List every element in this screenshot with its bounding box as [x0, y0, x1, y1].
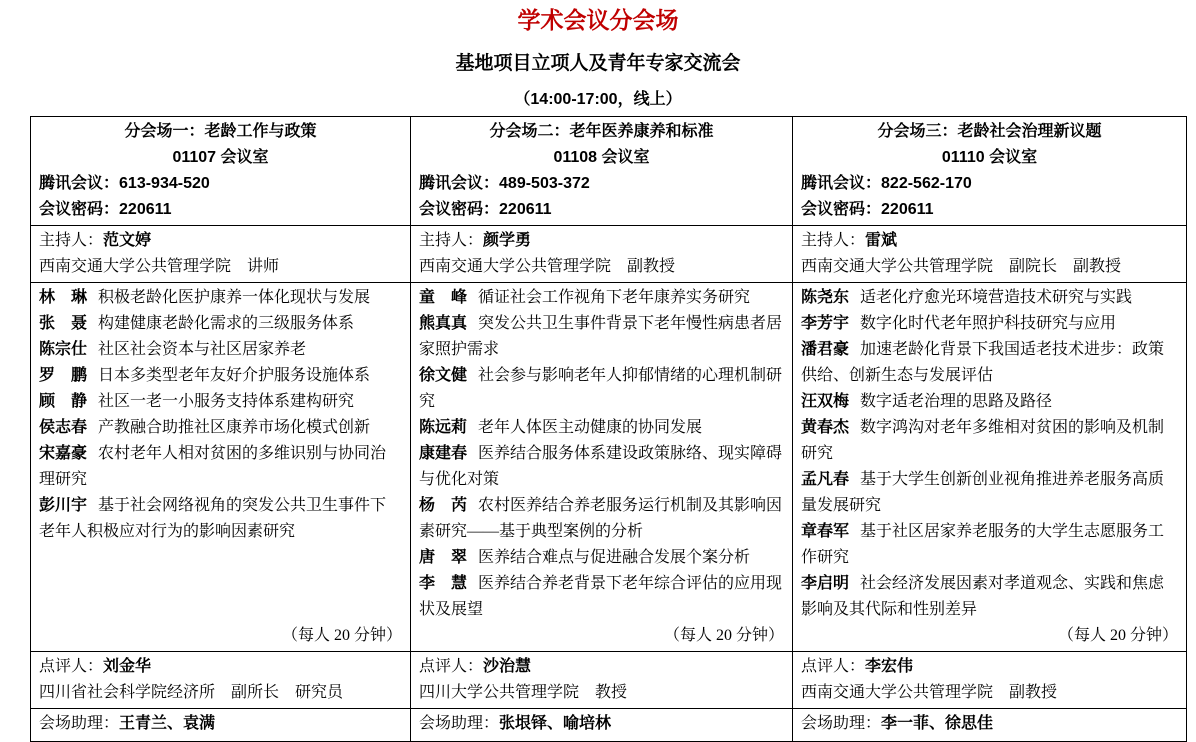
- speaker-name: 黄春杰: [801, 419, 850, 436]
- meeting-id-value: 613-934-520: [119, 175, 210, 192]
- presentation-title: 医养结合服务体系建设政策脉络、现实障碍与优化对策: [419, 445, 783, 488]
- meeting-id-value: 489-503-372: [499, 175, 590, 192]
- session-1-header-cell: [31, 117, 411, 226]
- presentation-title: 基于社会网络视角的突发公共卫生事件下老年人积极应对行为的影响因素研究: [39, 497, 387, 540]
- presentation-item: [39, 441, 402, 493]
- commentator-line: [419, 654, 784, 680]
- presentation-item: [39, 363, 402, 389]
- session-2-password: [419, 197, 784, 223]
- speaker-name: 孟凡春: [801, 471, 850, 488]
- speaker-name: 陈尧东: [801, 289, 850, 306]
- password-label: 会议密码：: [39, 201, 120, 218]
- commentator-label: 点评人：: [419, 658, 484, 675]
- presentation-title: 医养结合养老背景下老年综合评估的应用现状及展望: [419, 575, 783, 618]
- speaker-name: 熊真真: [419, 315, 468, 332]
- commentator-name: 沙治慧: [483, 658, 532, 675]
- presentation-title: 农村老年人相对贫困的多维识别与协同治理研究: [39, 445, 387, 488]
- assistant-names: 王青兰、袁满: [119, 715, 216, 732]
- presentation-title: 数字适老治理的思路及路径: [860, 393, 1053, 410]
- presentation-title: 社区一老一小服务支持体系建构研究: [98, 393, 355, 410]
- session-3-meeting-id: [801, 171, 1178, 197]
- presentation-item: [801, 571, 1178, 623]
- presentation-item: [801, 415, 1178, 467]
- speaker-name: 宋嘉豪: [39, 445, 88, 462]
- presentation-item: [39, 389, 402, 415]
- meeting-label: 腾讯会议：: [801, 175, 882, 192]
- presentation-title: 医养结合难点与促进融合发展个案分析: [478, 549, 751, 566]
- assistant-names: 李一菲、徐思佳: [881, 715, 994, 732]
- speaker-name: 潘君豪: [801, 341, 850, 358]
- host-name: 雷斌: [865, 232, 898, 249]
- host-label: 主持人：: [801, 232, 866, 249]
- session-2-meeting-id: [419, 171, 784, 197]
- commentator-affiliation: 四川大学公共管理学院 教授: [419, 684, 628, 701]
- session-1-commentator-cell: [31, 652, 411, 709]
- presentation-item: [39, 337, 402, 363]
- session-1-password: [39, 197, 402, 223]
- presentation-item: [419, 285, 784, 311]
- presentation-title: 循证社会工作视角下老年康养实务研究: [478, 289, 751, 306]
- page-subtitle: 基地项目立项人及青年专家交流会: [455, 53, 741, 74]
- presentation-title: 构建健康老龄化需求的三级服务体系: [98, 315, 355, 332]
- presentation-title: 积极老龄化医护康养一体化现状与发展: [98, 289, 371, 306]
- presentation-item: [39, 311, 402, 337]
- duration-note: （每人 20 分钟）: [1057, 627, 1178, 644]
- speaker-name: 唐 翠: [419, 549, 468, 566]
- table-row-assistant: [31, 709, 1187, 742]
- session-3-host-cell: [793, 226, 1187, 283]
- presentation-title: 社会参与影响老年人抑郁情绪的心理机制研究: [419, 367, 783, 410]
- speaker-name: 康建春: [419, 445, 468, 462]
- page-time-note: （14:00-17:00，线上）: [514, 91, 682, 108]
- speaker-name: 张 聂: [39, 315, 88, 332]
- presentation-title: 适老化疗愈光环境营造技术研究与实践: [860, 289, 1133, 306]
- presentation-item: [801, 467, 1178, 519]
- host-affiliation: 西南交通大学公共管理学院 副院长 副教授: [801, 258, 1122, 275]
- assistant-label: 会场助理：: [801, 715, 882, 732]
- speaker-name: 陈远莉: [419, 419, 468, 436]
- session-3-name: 分会场三：老龄社会治理新议题: [877, 123, 1102, 140]
- host-label: 主持人：: [39, 232, 104, 249]
- speaker-name: 彭川宇: [39, 497, 88, 514]
- assistant-label: 会场助理：: [39, 715, 120, 732]
- host-line: [801, 228, 1178, 254]
- presentation-item: [39, 493, 402, 545]
- table-row-commentator: [31, 652, 1187, 709]
- session-2-room: 01108 会议室: [553, 149, 650, 166]
- meeting-label: 腾讯会议：: [39, 175, 120, 192]
- commentator-line: [801, 654, 1178, 680]
- assistant-line: [39, 711, 402, 737]
- speaker-name: 徐文健: [419, 367, 468, 384]
- commentator-affiliation: 西南交通大学公共管理学院 副教授: [801, 684, 1058, 701]
- session-2-name: 分会场二：老年医养康养和标准: [489, 123, 714, 140]
- host-affiliation: 西南交通大学公共管理学院 讲师: [39, 258, 280, 275]
- commentator-affiliation: 四川省社会科学院经济所 副所长 研究员: [39, 684, 344, 701]
- presentation-item: [419, 363, 784, 415]
- speaker-name: 侯志春: [39, 419, 88, 436]
- session-3-room: 01110 会议室: [941, 149, 1038, 166]
- page-title: 学术会议分会场: [517, 7, 679, 33]
- commentator-name: 李宏伟: [865, 658, 914, 675]
- commentator-label: 点评人：: [39, 658, 104, 675]
- table-row-host: [31, 226, 1187, 283]
- host-name: 颜学勇: [483, 232, 532, 249]
- speaker-name: 李 慧: [419, 575, 468, 592]
- session-2-host-cell: [411, 226, 793, 283]
- presentation-item: [801, 337, 1178, 389]
- session-2-header-cell: [411, 117, 793, 226]
- presentation-title: 社区社会资本与社区居家养老: [98, 341, 307, 358]
- presentation-title: 基于大学生创新创业视角推进养老服务高质量发展研究: [801, 471, 1165, 514]
- password-value: 220611: [881, 201, 934, 218]
- speaker-name: 李芳宇: [801, 315, 850, 332]
- host-line: [39, 228, 402, 254]
- table-row-session-header: [31, 117, 1187, 226]
- commentator-line: [39, 654, 402, 680]
- presentation-title: 日本多类型老年友好介护服务设施体系: [98, 367, 371, 384]
- host-line: [419, 228, 784, 254]
- meeting-label: 腾讯会议：: [419, 175, 500, 192]
- presentation-item: [419, 415, 784, 441]
- session-1-meeting-id: [39, 171, 402, 197]
- session-3-presentations-cell: [793, 283, 1187, 652]
- password-label: 会议密码：: [801, 201, 882, 218]
- presentation-title: 加速老龄化背景下我国适老技术进步：政策供给、创新生态与发展评估: [801, 341, 1165, 384]
- password-value: 220611: [499, 201, 552, 218]
- presentation-title: 基于社区居家养老服务的大学生志愿服务工作研究: [801, 523, 1165, 566]
- presentation-item: [801, 519, 1178, 571]
- password-value: 220611: [119, 201, 172, 218]
- speaker-name: 罗 鹏: [39, 367, 88, 384]
- presentation-title: 产教融合助推社区康养市场化模式创新: [98, 419, 371, 436]
- presentation-title: 突发公共卫生事件背景下老年慢性病患者居家照护需求: [419, 315, 783, 358]
- presentation-title: 社会经济发展因素对孝道观念、实践和焦虑影响及其代际和性别差异: [801, 575, 1165, 618]
- password-label: 会议密码：: [419, 201, 500, 218]
- presentation-title: 数字化时代老年照护科技研究与应用: [860, 315, 1117, 332]
- session-3-assistant-cell: [793, 709, 1187, 742]
- duration-note: （每人 20 分钟）: [281, 627, 402, 644]
- presentation-item: [801, 311, 1178, 337]
- presentation-item: [419, 545, 784, 571]
- presentation-title: 农村医养结合养老服务运行机制及其影响因素研究——基于典型案例的分析: [419, 497, 783, 540]
- session-3-commentator-cell: [793, 652, 1187, 709]
- assistant-line: [801, 711, 1178, 737]
- speaker-name: 林 琳: [39, 289, 88, 306]
- session-1-presentations-cell: [31, 283, 411, 652]
- host-affiliation: 西南交通大学公共管理学院 副教授: [419, 258, 676, 275]
- assistant-label: 会场助理：: [419, 715, 500, 732]
- session-3-password: [801, 197, 1178, 223]
- speaker-name: 李启明: [801, 575, 850, 592]
- speaker-name: 童 峰: [419, 289, 468, 306]
- table-row-presentations: [31, 283, 1187, 652]
- host-label: 主持人：: [419, 232, 484, 249]
- session-2-assistant-cell: [411, 709, 793, 742]
- host-name: 范文婷: [103, 232, 152, 249]
- presentation-item: [801, 389, 1178, 415]
- presentation-item: [39, 415, 402, 441]
- session-schedule-table: [30, 116, 1187, 742]
- speaker-name: 杨 芮: [419, 497, 468, 514]
- speaker-name: 顾 静: [39, 393, 88, 410]
- assistant-line: [419, 711, 784, 737]
- commentator-name: 刘金华: [103, 658, 152, 675]
- session-1-host-cell: [31, 226, 411, 283]
- presentation-item: [419, 571, 784, 623]
- duration-note: （每人 20 分钟）: [663, 627, 784, 644]
- presentation-item: [419, 441, 784, 493]
- presentation-item: [419, 493, 784, 545]
- presentation-title: 数字鸿沟对老年多维相对贫困的影响及机制研究: [801, 419, 1165, 462]
- session-2-commentator-cell: [411, 652, 793, 709]
- presentation-title: 老年人体医主动健康的协同发展: [478, 419, 703, 436]
- presentation-item: [801, 285, 1178, 311]
- speaker-name: 章春军: [801, 523, 850, 540]
- session-1-name: 分会场一：老龄工作与政策: [124, 123, 317, 140]
- assistant-names: 张垠铎、喻培林: [499, 715, 612, 732]
- session-1-room: 01107 会议室: [172, 149, 269, 166]
- session-2-presentations-cell: [411, 283, 793, 652]
- session-1-assistant-cell: [31, 709, 411, 742]
- speaker-name: 陈宗仕: [39, 341, 88, 358]
- presentation-item: [39, 285, 402, 311]
- session-3-header-cell: [793, 117, 1187, 226]
- commentator-label: 点评人：: [801, 658, 866, 675]
- presentation-item: [419, 311, 784, 363]
- meeting-id-value: 822-562-170: [881, 175, 972, 192]
- speaker-name: 汪双梅: [801, 393, 850, 410]
